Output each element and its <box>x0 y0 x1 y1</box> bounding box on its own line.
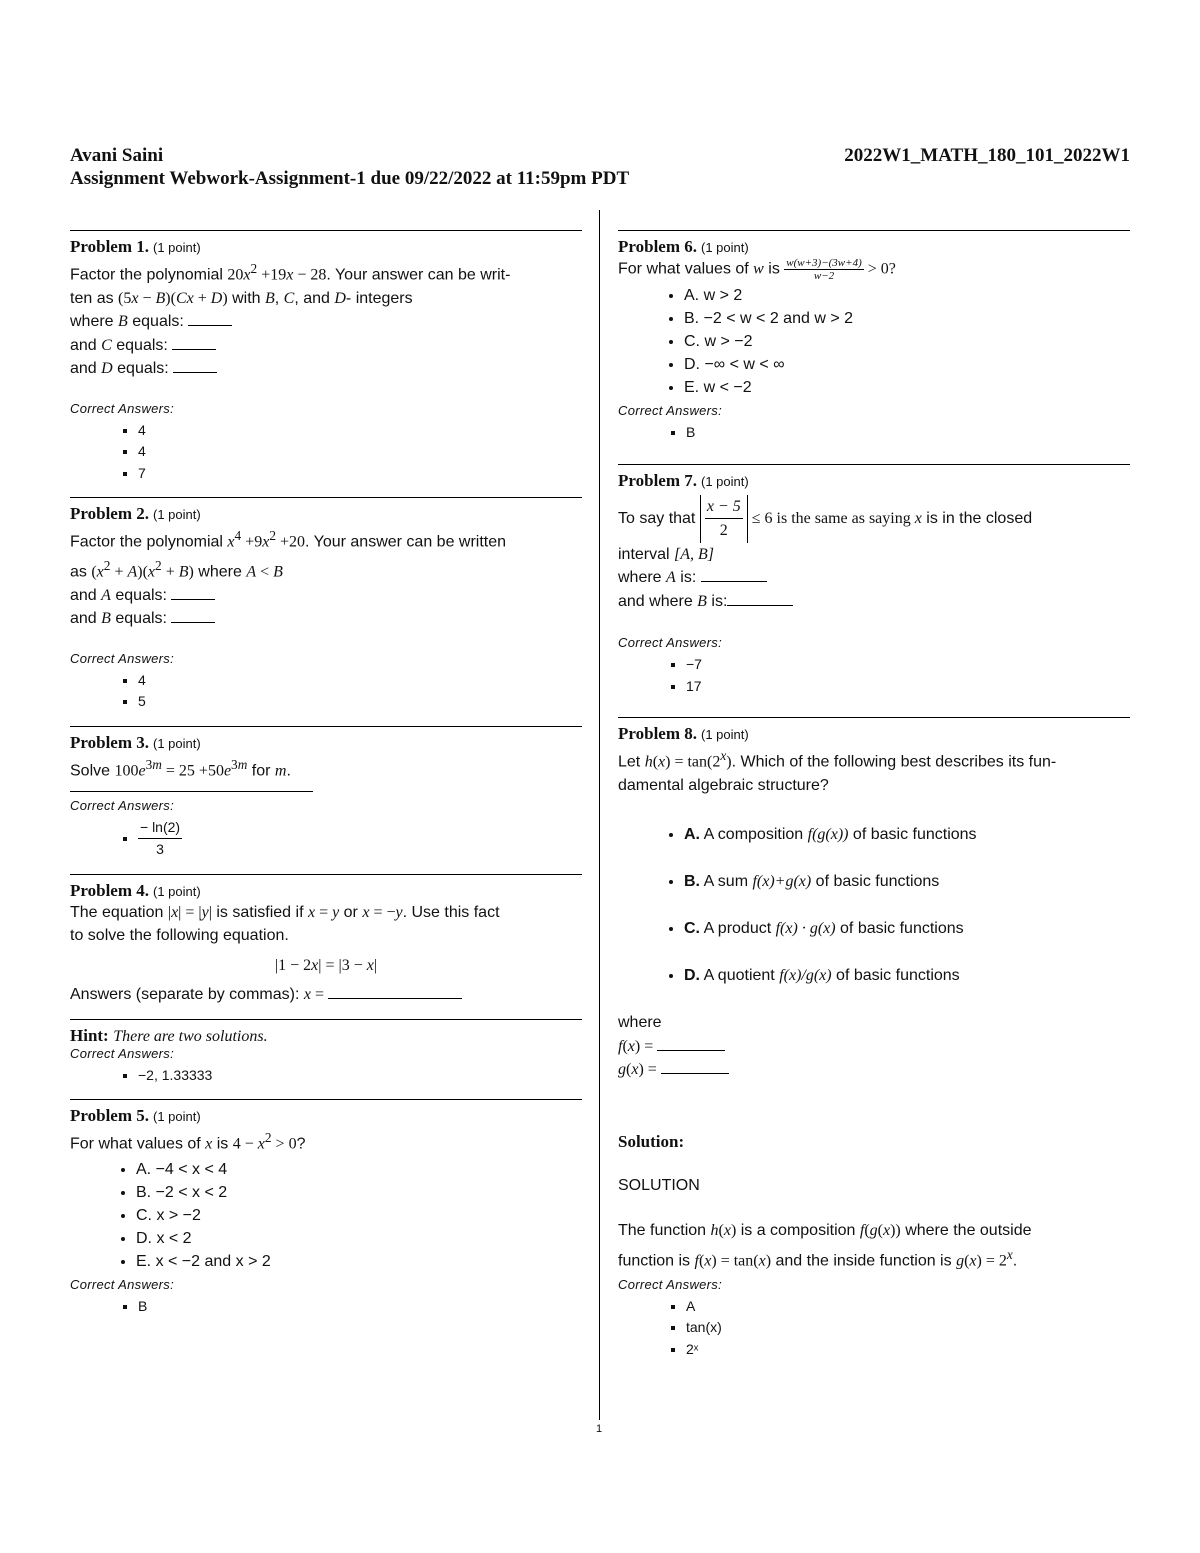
left-column <box>70 210 582 1318</box>
divider <box>70 791 313 792</box>
answer-item: ▪ 4 <box>138 670 582 692</box>
points-label: (1 point) <box>153 1109 201 1125</box>
answer-item: ▪ 4 <box>138 420 582 442</box>
answer-blank-a[interactable] <box>171 585 215 600</box>
answer-blank-b[interactable] <box>188 311 232 326</box>
option-b[interactable]: • B. −2 < x < 2 <box>136 1181 582 1204</box>
correct-answers-label: Correct Answers: <box>70 650 175 666</box>
problem-title: Problem 7. <box>618 470 698 490</box>
points-label: (1 point) <box>701 473 749 489</box>
answer-list <box>70 817 582 861</box>
problem-4: Problem 4. (1 point) The equation |x| = |y| is satisfied if x = y or x = −y. Use this fact to solve the following equation. |1 − 2x| = |3 − x| Answers (separate by commas): x = Hint: There are two solutions. Correct Answers: ▪ −2, 1.33333 <box>70 874 582 1087</box>
points-label: (1 point) <box>153 883 201 899</box>
option-list <box>618 823 1130 987</box>
student-name: Avani Saini <box>70 145 164 166</box>
answer-blank-f[interactable] <box>657 1036 725 1051</box>
column-divider <box>599 210 600 1420</box>
correct-answers-label: Correct Answers: <box>618 403 723 418</box>
correct-answers-label: Correct Answers: <box>618 1276 723 1292</box>
solution-title: Solution: <box>618 1131 685 1151</box>
course-code: 2022W1_MATH_180_101_2022W1 <box>844 145 1130 166</box>
answer-item: ▪ B <box>686 422 1130 444</box>
points-label: (1 point) <box>153 240 201 255</box>
correct-answers-label: Correct Answers: <box>70 1277 175 1293</box>
answer-item: ▪ −7 <box>686 654 1130 676</box>
answer-blank-b[interactable] <box>171 608 215 623</box>
correct-answers-label: Correct Answers: <box>70 1045 175 1061</box>
option-c[interactable]: • C. x > −2 <box>136 1204 582 1227</box>
problem-title: Problem 5. <box>70 1106 150 1126</box>
answer-blank-a[interactable] <box>701 567 767 582</box>
answer-blank-d[interactable] <box>173 358 217 373</box>
points-label: (1 point) <box>701 727 749 742</box>
problem-title: Problem 3. <box>70 732 150 752</box>
equation: |1 − 2x| = |3 − x| <box>274 956 378 974</box>
answer-list <box>618 422 1130 444</box>
answer-blank-x[interactable] <box>328 984 462 999</box>
answer-list <box>70 670 582 713</box>
problem-7: Problem 7. (1 point) To say that $\frac{x - 5}{2}$ ≤ 6 is the same as saying x is in the closed interval [A, B] where A is: and where B is: Correct Answers: ▪ −7 ▪ 17 <box>618 464 1130 698</box>
answer-list <box>70 420 582 485</box>
option-a[interactable]: • A. −4 < x < 4 <box>136 1158 582 1181</box>
answer-item: ▪ 7 <box>138 463 582 485</box>
answer-list <box>618 1296 1130 1361</box>
solution-text: The function h(x) is a composition f(g(x)) where the outside <box>618 1222 1032 1240</box>
correct-answers-label: Correct Answers: <box>70 400 175 416</box>
solution-heading: SOLUTION <box>618 1176 700 1194</box>
answer-item: ▪ A <box>686 1296 1130 1318</box>
problem-6: Problem 6. (1 point) For what values of w is $\frac{w(w+3)-(3w+4)}{w-2}$ > 0? • A. w > 2 • B. −2 < w < 2 and w > 2 • C. w > −2 • D. −∞ < w < ∞ • E. w < −2 Correct Answers: ▪ B <box>618 230 1130 444</box>
right-column <box>618 210 1130 1360</box>
answer-item: ▪ 4 <box>138 441 582 463</box>
problem-1: Problem 1. (1 point) Factor the polynomial $20x^2 +19x - 28$. Your answer can be writ- ten as (5x − B)(Cx + D) with B, C, and D- integers where B equals: and C equals: and D equals: Correct Answers: ▪ 4 ▪ 4 ▪ 7 <box>70 230 582 484</box>
answer-item: ▪ $\frac{- \ln(2)}{3}$ <box>138 817 582 861</box>
option-e[interactable]: • E. x < −2 and x > 2 <box>136 1250 582 1273</box>
problem-3: Problem 3. (1 point) Solve $100e^{3m} = 25 +50e^{3m}$ for m. Correct Answers: ▪ $\frac{- \ln(2)}{3}$ <box>70 726 582 861</box>
problem-8: Problem 8. (1 point) Let $h(x) = \tan(2^x)$. Which of the following best describes its fun- damental algebraic structure? • A. A composition f(g(x)) of basic functions • B. A sum f(x)+g(x) of basic functions • C. A product f(x) · g(x) of basic functions • D. A quotient f(x)/g(x) of basic functions where f(x) = g(x) = Solution: SOLUTION The function h(x) is a composition f(g(x)) where the outside function is f(x) = tan(x) and the inside function is $g(x) = 2^x$. Correct Answers: ▪ A ▪ tan(x) ▪ 2ˣ <box>618 717 1130 1360</box>
option-list <box>70 1158 582 1273</box>
hint-text: There are two solutions. <box>113 1027 268 1045</box>
answer-blank-c[interactable] <box>172 335 216 350</box>
option-list <box>618 284 1130 399</box>
answer-list <box>70 1065 582 1087</box>
answer-item: ▪ 5 <box>138 691 582 713</box>
option-d[interactable]: • D. x < 2 <box>136 1227 582 1250</box>
hint-section <box>70 1019 582 1046</box>
answer-blank-b[interactable] <box>727 591 793 606</box>
problem-title: Problem 6. <box>618 237 698 256</box>
problem-title: Problem 1. <box>70 237 150 256</box>
option-c[interactable]: • C. A product f(x) · g(x) of basic functions <box>684 917 1130 940</box>
correct-answers-label: Correct Answers: <box>70 797 175 813</box>
answer-item: ▪ −2, 1.33333 <box>138 1065 582 1087</box>
option-b[interactable]: • B. −2 < w < 2 and w > 2 <box>684 307 1130 330</box>
problem-2: Problem 2. (1 point) Factor the polynomial $x^4 +9x^2 +20$. Your answer can be written as $(x^2 + A)(x^2 + B)$ where A < B and A equals: and B equals: Correct Answers: ▪ 4 ▪ 5 <box>70 497 582 713</box>
answer-item: ▪ B <box>138 1296 582 1318</box>
points-label: (1 point) <box>701 240 749 255</box>
option-b[interactable]: • B. A sum f(x)+g(x) of basic functions <box>684 870 1130 893</box>
hint-title: Hint: <box>70 1025 109 1045</box>
option-a[interactable]: • A. A composition f(g(x)) of basic functions <box>684 823 1130 846</box>
option-e[interactable]: • E. w < −2 <box>684 376 1130 399</box>
points-label: (1 point) <box>153 507 201 523</box>
problem-title: Problem 4. <box>70 880 150 900</box>
answer-item: ▪ tan(x) <box>686 1317 1130 1339</box>
option-c[interactable]: • C. w > −2 <box>684 330 1130 353</box>
option-d[interactable]: • D. A quotient f(x)/g(x) of basic functions <box>684 964 1130 987</box>
points-label: (1 point) <box>153 735 201 751</box>
option-a[interactable]: • A. w > 2 <box>684 284 1130 307</box>
problem-title: Problem 8. <box>618 724 698 743</box>
problem-title: Problem 2. <box>70 504 150 524</box>
answer-blank-g[interactable] <box>661 1059 729 1074</box>
correct-answers-label: Correct Answers: <box>618 635 723 650</box>
option-d[interactable]: • D. −∞ < w < ∞ <box>684 353 1130 376</box>
page-number: 1 <box>596 1423 603 1435</box>
assignment-title: Assignment Webwork-Assignment-1 due 09/22/2022 at 11:59pm PDT <box>70 168 630 189</box>
answer-item: ▪ 17 <box>686 676 1130 698</box>
answer-list <box>70 1296 582 1318</box>
problem-5: Problem 5. (1 point) For what values of x is $4 - x^2 > 0$? • A. −4 < x < 4 • B. −2 < x < 2 • C. x > −2 • D. x < 2 • E. x < −2 and x > 2 Correct Answers: ▪ B <box>70 1099 582 1317</box>
answer-list <box>618 654 1130 697</box>
answer-item: ▪ 2ˣ <box>686 1339 1130 1361</box>
